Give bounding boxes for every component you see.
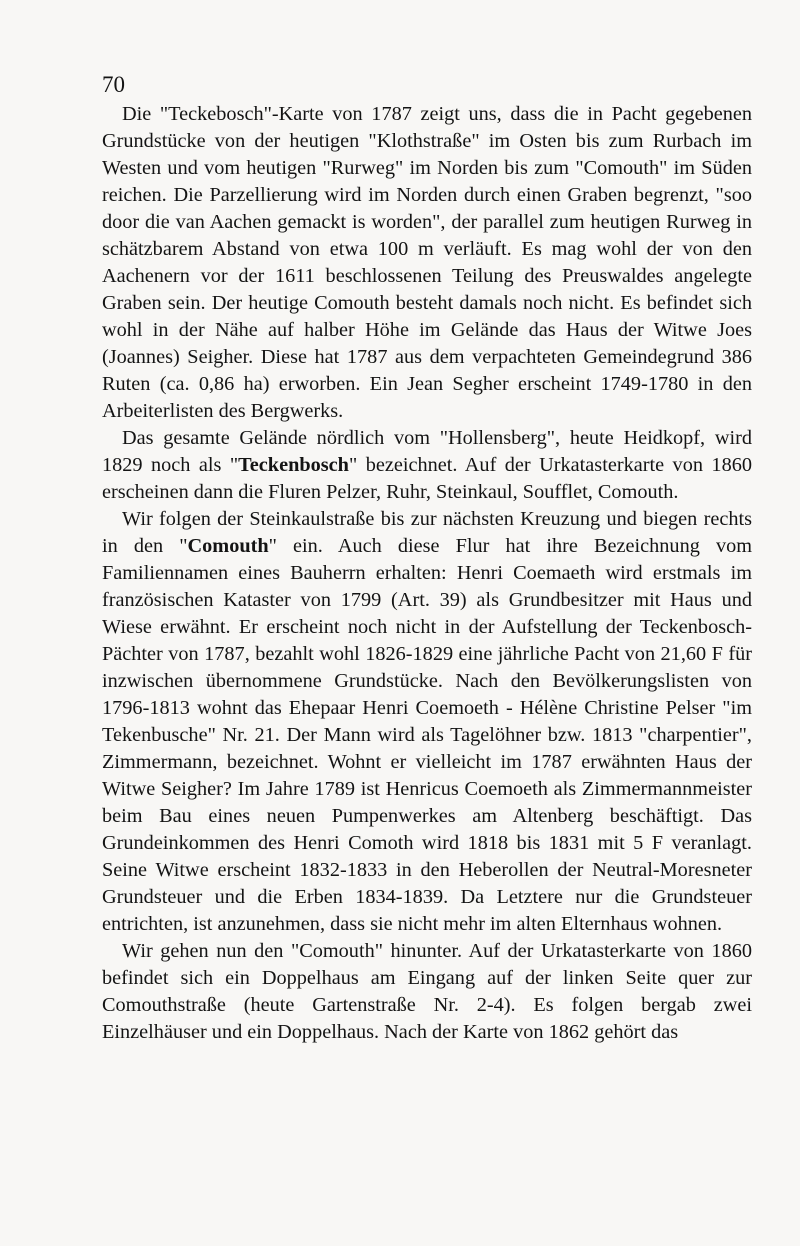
bold-term-comouth: Comouth [187,535,269,557]
page-number: 70 [102,72,125,97]
paragraph-text: Die "Teckebosch"-Karte von 1787 zeigt uns, dass die in Pacht gegebenen Grundstücke von der heutigen "Klothstraße" im Osten bis zum Rurbach im Westen und vom heutigen "Rurweg" im Norden bis zum "Comouth" im Süden reichen. Die Parzellierung wird im Norden durch einen Graben begrenzt, "soo door die van Aachen gemackt is worden", der parallel zum heutigen Rurweg in schätzbarem Abstand von etwa 100 m verläuft. Es mag wohl der von den Aachenern vor der 1611 beschlossenen Teilung des Preuswaldes angelegte Graben sein. Der heutige Comouth besteht damals noch nicht. Es befindet sich wohl in der Nähe auf halber Höhe im Gelände das Haus der Witwe Joes (Joannes) Seigher. Diese hat 1787 aus dem verpachteten Gemeindegrund 386 Ruten (ca. 0,86 ha) erworben. Ein Jean Segher erscheint 1749-1780 in den Arbeiterlisten des Bergwerks. [102,103,752,422]
bold-term-teckenbosch: Teckenbosch [238,454,349,476]
paragraph-comouth-history [102,506,752,938]
paragraph-text: Wir gehen nun den "Comouth" hinunter. Auf der Urkatasterkarte von 1860 befindet sich ein Doppelhaus am Eingang auf der linken Seite quer zur Comouthstraße (heute Gartenstraße Nr. 2-4). Es folgen bergab zwei Einzelhäuser und ein Doppelhaus. Nach der Karte von 1862 gehört das [102,940,752,1043]
paragraph-text: Wir folgen der Steinkaulstraße bis zur nächsten Kreuzung und biegen rechts in den " [102,508,752,557]
paragraph-text: " ein. Auch diese Flur hat ihre Bezeichnung vom Familiennamen eines Bauherrn erhalten: Henri Coemaeth wird erstmals im französischen Kataster von 1799 (Art. 39) als Grundbesitzer mit Haus und Wiese erwähnt. Er erscheint noch nicht in der Aufstellung der Teckenbosch-Pächter von 1787, bezahlt wohl 1826-1829 eine jährliche Pacht von 21,60 F für inzwischen übernommene Grundstücke. Nach den Bevölkerungslisten von 1796-1813 wohnt das Ehepaar Henri Coemoeth - Hélène Christine Pelser "im Tekenbusche" Nr. 21. Der Mann wird als Tagelöhner bzw. 1813 "charpentier", Zimmermann, bezeichnet. Wohnt er vielleicht im 1787 erwähnten Haus der Witwe Seigher? Im Jahre 1789 ist Henricus Coemoeth als Zimmermannmeister beim Bau eines neuen Pumpenwerkes am Altenberg beschäftigt. Das Grundeinkommen des Henri Comoth wird 1818 bis 1831 mit 5 F veranlagt. Seine Witwe erscheint 1832-1833 in den Heberollen der Neutral-Moresneter Grundsteuer und die Erben 1834-1839. Da Letztere nur die Grundsteuer entrichten, ist anzunehmen, dass sie nicht mehr im alten Elternhaus wohnen. [102,535,752,935]
paragraph-text: " bezeichnet. Auf der Urkatasterkarte von 1860 erscheinen dann die Fluren Pelzer, Ruhr, Steinkaul, Soufflet, Comouth. [102,454,752,503]
body-text [102,101,752,1046]
paragraph-teckebosch-map [102,101,752,425]
paragraph-text: Das gesamte Gelände nördlich vom "Hollensberg", heute Heidkopf, wird 1829 noch als " [102,427,752,476]
paragraph-hollensberg [102,425,752,506]
paragraph-comouth-walk [102,938,752,1046]
